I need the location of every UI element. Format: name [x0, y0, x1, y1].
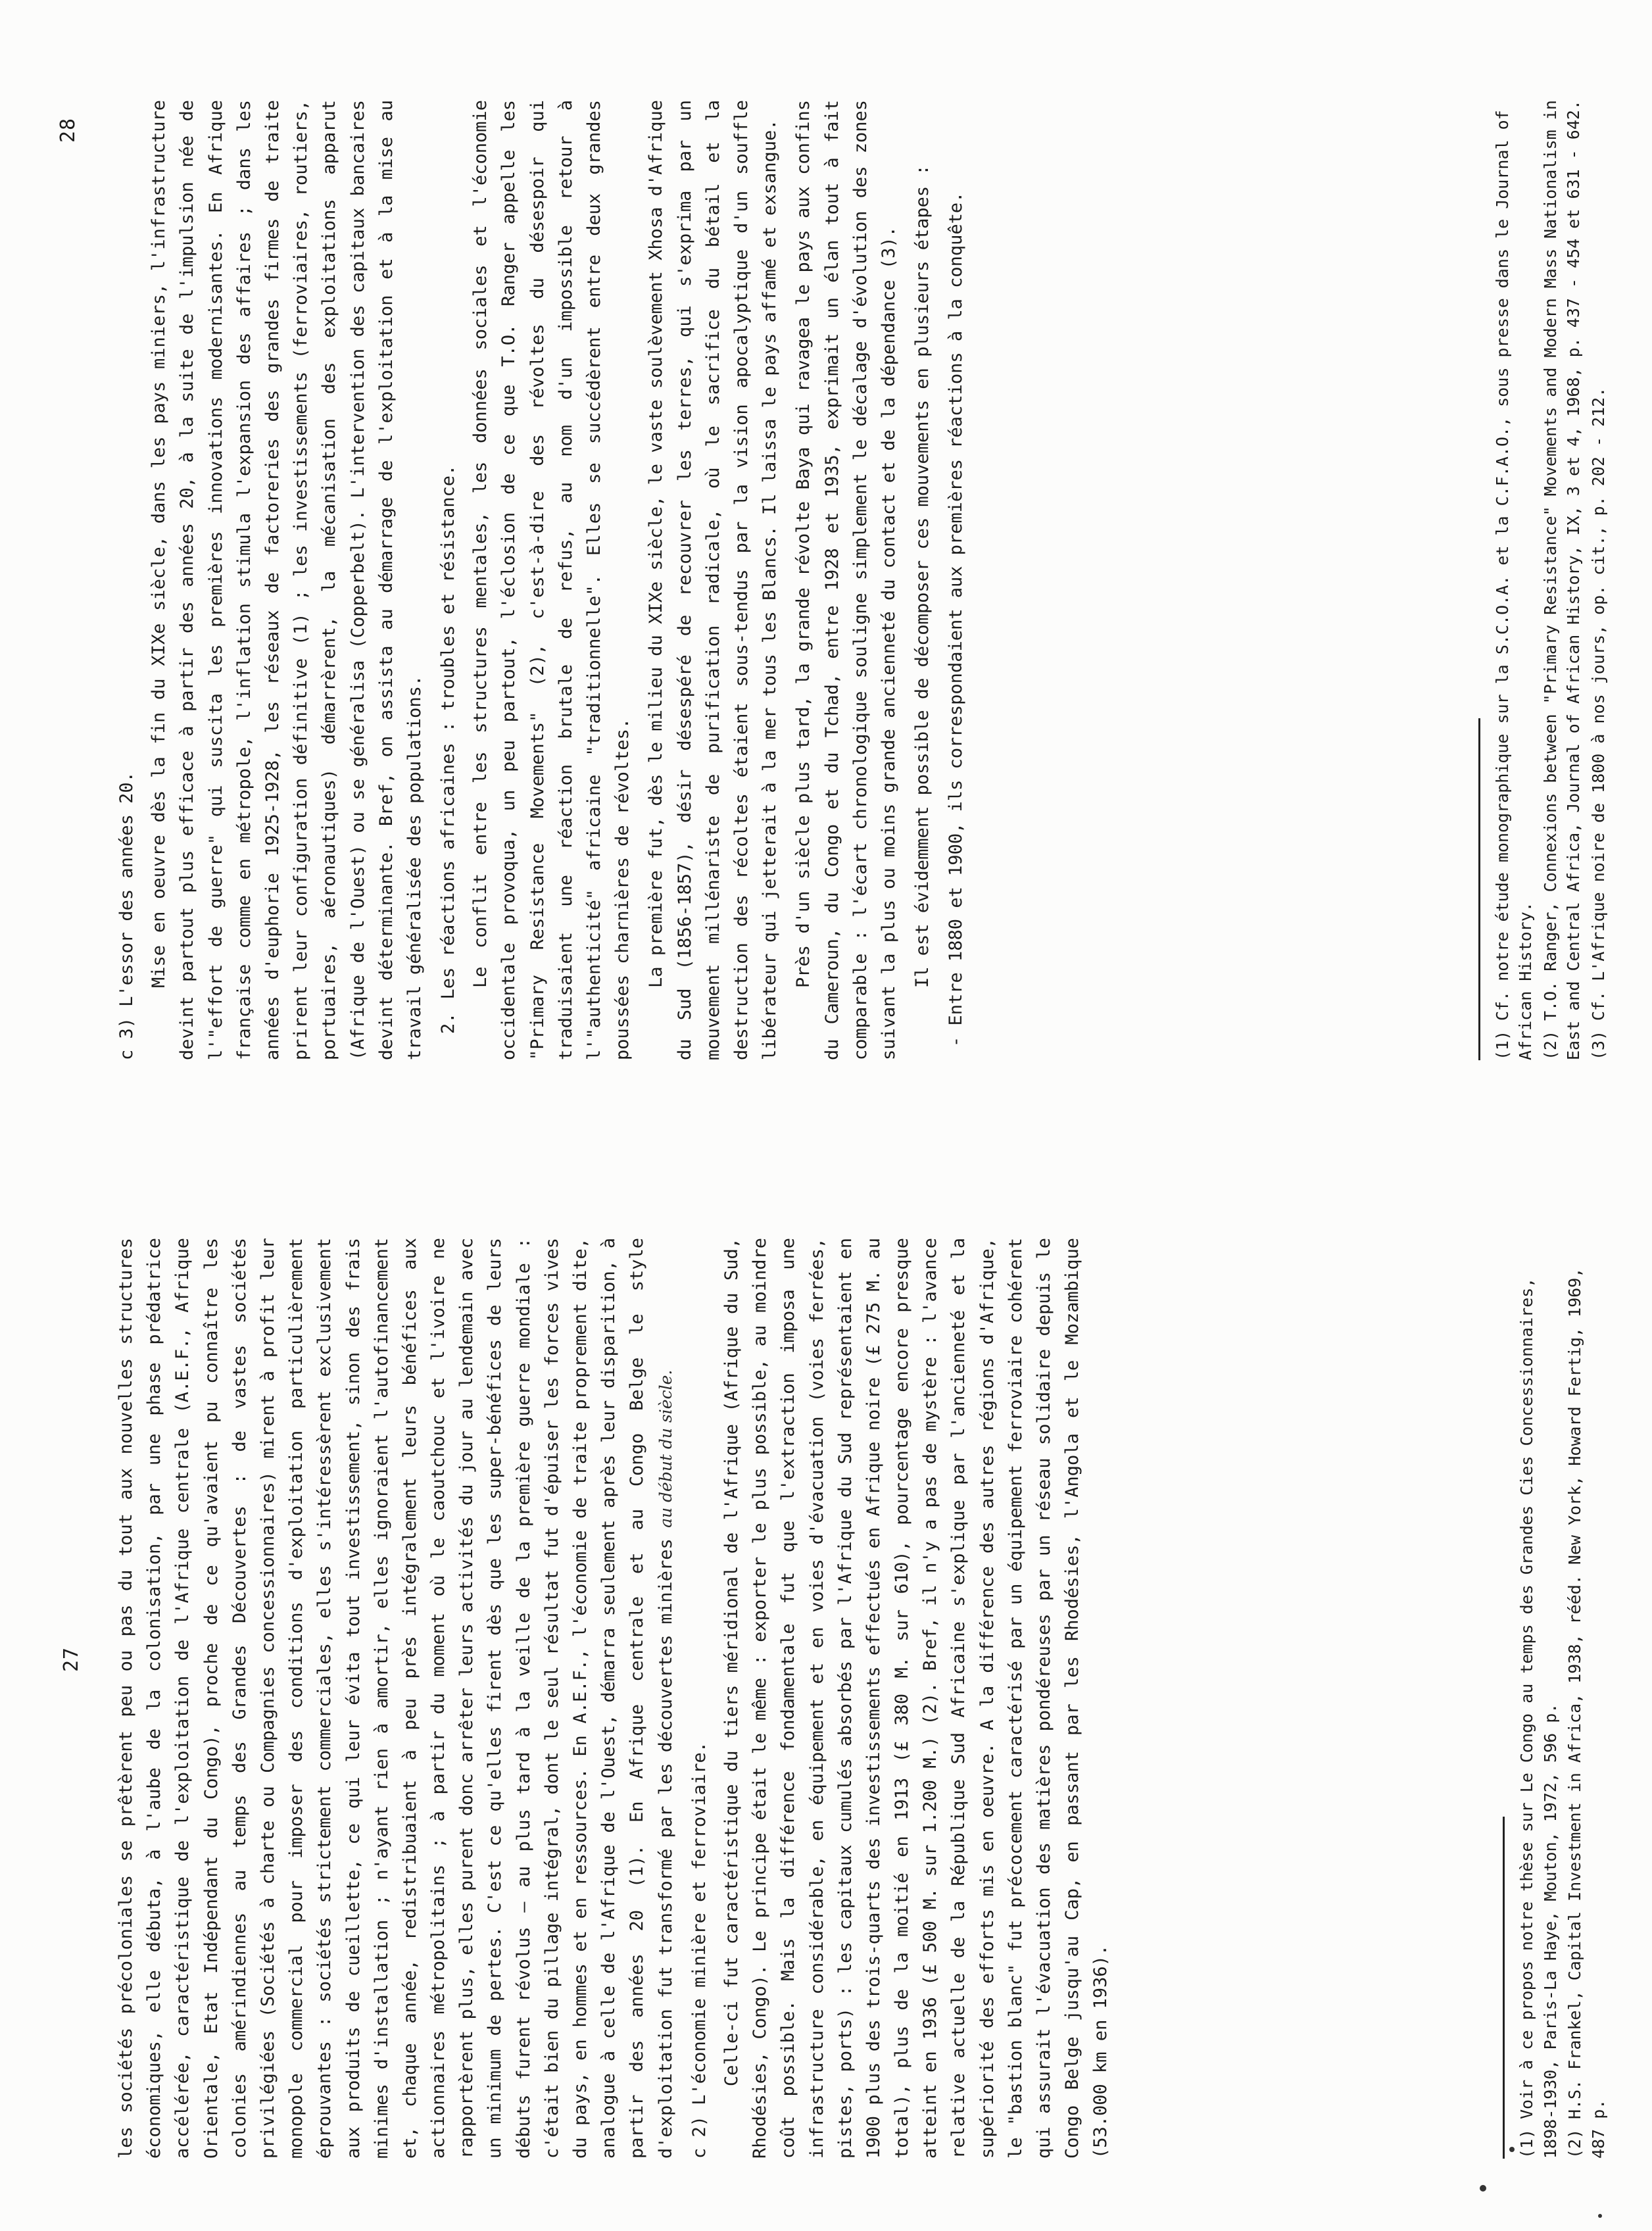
footnotes [1503, 1238, 1611, 2159]
body-paragraph: Mise en oeuvre dès la fin du XIXe siècle, dans les pays miniers, l'infrastructure devint partout plus efficace à partir des années 20, à la suite de l'impulsion née de l'"effort de guerre" qui suscita les premières innovations modernisantes. En Afrique française comme en métropole, l'inflation stimula l'expansion des affaires ; dans les années d'euphorie 1925-1928, les réseaux de factoreries des grandes firmes de traite prirent leur configuration définitive (1) ; les investissements (ferroviaires, routiers, portuaires, aéronautiques) démarrèrent, la mécanisation des exploitations apparut (Afrique de l'Ouest) ou se généralisa (Copperbelt). L'intervention des capitaux bancaires devint déterminante. Bref, on assista au démarrage de l'exploitation et à la mise au travail généralisée des populations. [149, 100, 425, 1060]
page-body [112, 1238, 1121, 2159]
section-heading: c 2) L'économie minière et ferroviaire. [689, 1742, 710, 2159]
body-paragraph: Celle-ci fut caractéristique du tiers méridional de l'Afrique (Afrique du Sud, Rhodésies, Congo). Le principe était le même : exporter le plus possible, au moindre coût possible. Mais la différence fondamentale fut que l'extraction imposa une infrastructure considérable, en équipement et en voies d'évacuation (voies ferrées, pistes, ports) : les capitaux cumulés absorbés par l'Afrique du Sud représentaient en 1900 plus des trois-quarts des investissements effectués en Afrique noire (£ 275 M. au total), plus de la moitié en 1913 (£ 380 M. sur 610), pourcentage encore presque atteint en 1936 (£ 500 M. sur 1.200 M.) (2). Bref, il n'y a pas de mystère : l'avance relative actuelle de la République Sud Africaine s'explique par l'ancienneté et la supériorité des efforts mis en oeuvre. A la différence des autres régions d'Afrique, le "bastion blanc" fut précocement caractérisé par un équipement ferroviaire cohérent qui assurait l'évacuation des matières pondéreuses par un réseau solidaire depuis le Congo Belge jusqu'au Cap, en passant par les Rhodésies, l'Angola et le Mozambique (53.000 km en 1936). [721, 1238, 1111, 2159]
footnote: (1)Voir à ce propos notre thèse sur Le Congo au temps des Grandes Cies Concessionnaires, 1898-1930, Paris-La Haye, Mouton, 1972, 596 p. [1517, 1277, 1560, 2159]
body-paragraph: les sociétés précoloniales se prêtèrent peu ou pas du tout aux nouvelles structures économiques, elle débuta, à l'aube de la colonisation, par une phase prédatrice accélérée, caractéristique de l'exploitation de l'Afrique centrale (A.E.F., Afrique Orientale, Etat Indépendant du Congo), proche de ce qu'avaient pu connaître les colonies amérindiennes au temps des Grandes Découvertes : de vastes sociétés privilégiées (Sociétés à charte ou Compagnies concessionnaires) mirent à profit leur monopole commercial pour imposer des conditions d'exploitation particulièrement éprouvantes : sociétés strictement commerciales, elles s'intéressèrent exclusivement aux produits de cueillette, ce qui leur évita tout investissement, sinon des frais minimes d'installation ; n'ayant rien à amortir, elles ignoraient l'autofinancement et, chaque année, redistribuaient à peu près intégralement leurs bénéfices aux actionnaires métropolitains ; à partir du moment où le caoutchouc et l'ivoire ne rapportèrent plus, elles purent donc arrêter leurs activités du jour au lendemain avec un minimum de pertes. C'est ce qu'elles firent dès que les super-bénéfices de leurs débuts furent révolus – au plus tard à la veille de la première guerre mondiale : c'était bien du pillage intégral, dont le seul résultat fut d'épuiser les forces vives du pays, en hommes et en ressources. En A.E.F., l'économie de traite proprement dite, analogue à celle de l'Afrique de l'Ouest, démarra seulement après leur disparition, à partir des années 20 (1). En Afrique centrale et au Congo Belge le style d'exploitation fut transformé par les découvertes minières au début du siècle. [116, 1238, 676, 2159]
body-paragraph: La première fut, dès le milieu du XIXe siècle, le vaste soulèvement Xhosa d'Afrique du Sud (1856-1857), désir désespéré de recouvrer les terres, qui s'exprima par un mouvement millénariste de purification radicale, où le sacrifice du bétail et la destruction des récoltes étaient sous-tendus par la vision apocalyptique d'un souffle libérateur qui jetterait à la mer tous les Blancs. Il laissa le pays affamé et exsangue. [646, 100, 781, 1060]
body-paragraph: Il est évidemment possible de décomposer ces mouvements en plusieurs étapes : [912, 164, 933, 988]
footnote: (3)Cf. L'Afrique noire de 1800 à nos jours, op. cit., p. 202 - 212. [1588, 387, 1608, 1060]
section-heading: 2.Les réactions africaines : troubles et résistance. [438, 464, 459, 1034]
footnote: (1)Cf. notre étude monographique sur la S.C.O.A. et la C.F.A.O., sous presse dans le Journal of African History. [1492, 110, 1535, 1060]
footnote: (2)H.S. Frankel, Capital Investment in Africa, 1938, rééd. New York, Howard Fertig, 1969, 487 p. [1565, 1267, 1608, 2159]
section-heading: c 3) L'essor des années 20. [116, 772, 137, 1060]
scan-speck [1480, 2185, 1486, 2192]
body-paragraph: Le conflit entre les structures mentales, les données sociales et l'économie occidentale provoqua, un peu partout, l'éclosion de ce que T.O. Ranger appelle les "Primary Resistance Movements" (2), c'est-à-dire des révoltes du désespoir qui traduisaient une réaction brutale de refus, au nom d'un impossible retour à l'"authenticité" africaine "traditionnelle". Elles se succédèrent entre deux grandes poussées charnières de révoltes. [470, 100, 633, 1060]
footnotes [1478, 100, 1612, 1060]
scan-speck [1598, 2214, 1602, 2218]
page-body [109, 100, 975, 1060]
body-paragraph: Près d'un siècle plus tard, la grande révolte Baya qui ravagea le pays aux confins du Cameroun, du Congo et du Tchad, entre 1928 et 1935, exprimait un élan tout à fait comparable : l'écart chronologique souligne simplement le décalage d'évolution des zones suivant la plus ou moins grande ancienneté du contact et de la dépendance (3). [793, 100, 899, 1060]
footnote-rule [1478, 718, 1480, 1060]
page-number: 28 [57, 117, 80, 143]
scan-speck [1509, 2147, 1515, 2152]
list-item: - Entre 1880 et 1900, ils correspondaient aux premières réactions à la conquête. [946, 191, 967, 1047]
page-number: 27 [60, 1646, 83, 1672]
page-left [20, 1238, 1638, 2159]
footnote: (2)T.O. Ranger, Connexions between "Primary Resistance" Movements and Modern Mass Nationalism in East and Central Africa, Journal of African History, IX, 3 et 4, 1968, p. 437 - 454 et 631 - 642. [1540, 100, 1583, 1060]
page-right [20, 100, 1638, 1060]
handwritten-annotation: au début du siècle. [656, 1369, 675, 1528]
footnote-rule [1503, 1817, 1505, 2159]
